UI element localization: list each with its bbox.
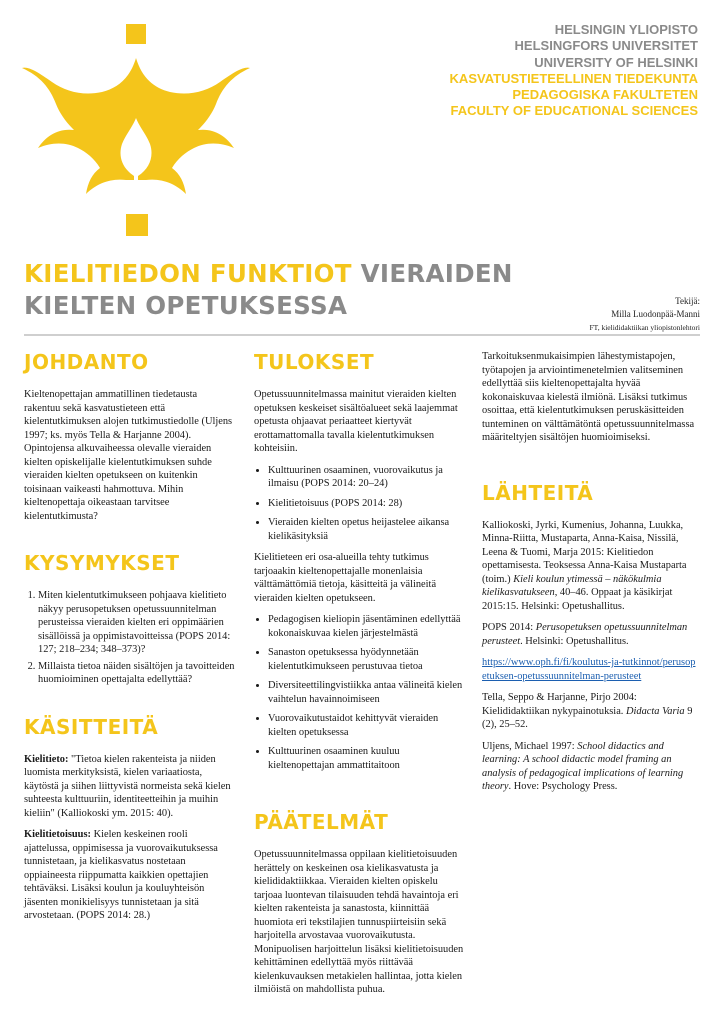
conclusion-text: Tarkoituksenmukaisimpien lähestymistapojen, työtapojen ja arviointimenetelmien valitseminen edellyttää siis kieltenopettajalta hyvää kokonaiskuvaa kielestä ilmiönä. Lisäksi tutkimus osoittaa, että kielentutkimuksen peruskäsitteiden tunteminen on välttämätöntä opetussuunnitelmassa määriteltyjen sisältöjen huomioimiseksi. [482,351,695,443]
term-kielitieto: Kielitieto: [24,753,69,765]
logo-top-square [126,24,146,44]
ref-text: Uljens, Michael 1997: [482,740,575,752]
title-part-gray-1: VIERAIDEN [360,259,513,288]
tulokset-intro: Opetussuunnitelmassa mainitut vieraiden kielten opetuksen keskeiset sisältöalueet sekä laajemmat opetusta ohjaavat periaatteet kiertyvät erottamattomalla tavalla kielentutkimuksen kohteisiin. [254,389,458,454]
ref-title: Didacta Varia [626,705,685,717]
paatelmat-text: Opetussuunnitelmassa oppilaan kielitietoisuuden herättely on keskeinen osa kielikasvatusta ja kielididaktiikkaa. Vieraiden kielten opiskelu tarjoaa luontevan tilaisuuden tehdä havaintoja eri kielten rakenteista ja sanastosta, kiinnittää huomiota eri tekstilajien tunnuspiirteisiin sekä harjoitella arvostavaa vuorovaikutusta. Monipuolisen harjoittelun lisäksi kielitietoisuuden kehittäminen edellyttää myös riittävää kielenkuvauksen metakielen hallintaa, jotta kielen ilmiöistä on mahdollista puhua. [254,849,464,995]
heading-paatelmat: PÄÄTELMÄT [254,810,389,834]
university-name-en: UNIVERSITY OF HELSINKI [534,54,698,70]
title-part-yellow: KIELITIEDON FUNKTIOT [24,259,352,288]
tulokset-item: • Diversiteettilingvistiikka antaa välineitä kielen vaihtelun havainnoimiseen [268,679,464,706]
ref-title: School didactics and learning: A school didactic model framing an analysis of pedagogical implications of learning theory [482,740,684,792]
column-left [24,350,236,931]
logo-flame-right [136,58,250,194]
tulokset-item: • Vuorovaikutustaidot kehittyvät vieraiden kielten opetuksessa [268,712,464,739]
heading-kysymykset: KYSYMYKSET [24,551,180,575]
ref-text: . Hove: Psychology Press. [508,781,618,792]
heading-johdanto: JOHDANTO [24,350,149,374]
pops-link[interactable]: https://www.oph.fi/fi/koulutus-ja-tutkinnot/perusopetuksen-opetussuunnitelman-perusteet [482,657,696,682]
header-divider [24,334,700,336]
logo-flame [22,58,136,194]
university-name-fi: HELSINGIN YLIOPISTO [554,22,698,37]
university-name-block [450,22,698,120]
reference-kalliokoski [482,519,700,614]
ref-text: . Helsinki: Opetushallitus. [520,635,629,647]
tulokset-list-2 [254,613,464,772]
reference-tella [482,691,700,732]
tulokset-item: • Pedagogisen kieliopin jäsentäminen edellyttää kokonaiskuvaa kielen järjestelmästä [268,613,464,640]
faculty-name-sv: PEDAGOGISKA FAKULTETEN [512,87,698,103]
ref-text: Tella, Seppo & Harjanne, Pirjo 2004: Kielididaktiikan nykypainotuksia. [482,692,637,717]
reference-pops [482,621,700,648]
university-logo [22,18,254,258]
faculty-name-fi: KASVATUSTIETEELLINEN TIEDEKUNTA [449,70,698,86]
author-role: FT, kielididaktiikan yliopistonlehtori [589,323,700,332]
ref-text: , 40–46. Oppaat ja käsikirjat 2015:15. Helsinki: Opetushallitus. [482,587,673,612]
logo-bottom-square [126,214,148,236]
heading-kasitteita: KÄSITTEITÄ [24,714,159,739]
column-right [482,350,700,802]
reference-link-para [482,656,700,683]
title-part-gray-2: KIELTEN OPETUKSESSA [24,291,348,320]
kysymys-item: 2. Millaista tietoa näiden sisältöjen ja tavoitteiden huomioiminen opettajalta edellyttää? [38,660,236,687]
reference-uljens [482,740,700,794]
tulokset-item: • Vieraiden kielten opetus heijastelee aikansa kielikäsityksiä [268,516,464,543]
ref-text: POPS 2014: [482,622,534,633]
tulokset-mid: Kielitieteen eri osa-alueilla tehty tutkimus tarjoaakin kieltenopettajalle monenlaisia välttämättömiä tietoja, käsitteitä ja välineitä vieraiden kielten opetukseen. [254,552,437,604]
tulokset-item: • Kulttuurinen osaaminen, vuorovaikutus ja ilmaisu (POPS 2014: 20–24) [268,464,464,491]
ref-text: Kalliokoski, Jyrki, Kumenius, Johanna, Luukka, Minna-Riitta, Mustaparta, Anna-Kaisa, Nissilä, Leena & Tuomi, Marja 2015: Kielitiedon opettamisesta. Teoksessa Anna-Kaisa Mustaparta (toim.) [482,519,687,585]
author-label: Tekijä: [675,296,700,306]
johdanto-text: Kieltenopettajan ammatillinen tiedetausta rakentuu sekä kasvatustieteen että kielentutkimuksen alojen tutkimustiedolle (Uljens 1997; ks. myös Tella & Harjanne 2004). Opintojensa alkuvaiheessa olevalle vieraiden kielten opiskelijalle kielentutkimuksen suhde vieraiden kielten opetukseen on kuitenkin toisinaan vaikeasti hahmottuva. Mihin kieltenopettaja oikeastaan tarvitsee kielentutkimusta? [24,389,233,522]
heading-tulokset: TULOKSET [254,350,375,374]
tulokset-list-1 [254,464,464,544]
definition-kielitietoisuus: Kielen keskeinen rooli ajattelussa, oppimisessa ja vuorovaikutuksessa tunnistetaan, ja kielikasvatus nostetaan oppiaineesta riippumatta kaikkien opettajien tehtäväksi. Lisäksi koulun ja kouluyhteisön jäsenten monikielisyys tunnistetaan ja sitä arvostetaan. (POPS 2014: 28.) [24,829,218,921]
author-block [590,295,700,334]
definition-kielitieto: "Tietoa kielen rakenteista ja niiden luomista merkityksistä, kielen variaatiosta, käytöstä ja siihen liittyvistä normeista sekä kielen suhteesta kulttuuriin, identiteetteihin ja muihin kieliin" (Kalliokoski ym. 2015: 40). [24,753,231,819]
author-name: Milla Luodonpää-Manni [611,309,700,319]
ref-text: 9 (2), 25–52. [482,705,693,730]
ref-title: Perusopetuksen opetussuunnitelman perusteet [482,622,688,647]
column-middle [254,350,464,1005]
kysymykset-list [24,589,236,687]
term-kielitietoisuus: Kielitietoisuus: [24,829,91,840]
tulokset-item: • Kielitietoisuus (POPS 2014: 28) [268,497,464,511]
university-name-sv: HELSINGFORS UNIVERSITET [514,38,698,54]
heading-lahteita: LÄHTEITÄ [482,480,594,505]
poster-title [24,258,544,322]
ref-title: Kieli koulun ytimessä – näkökulmia kielikasvatukseen [482,573,662,598]
faculty-name-en: FACULTY OF EDUCATIONAL SCIENCES [450,103,698,119]
kysymys-item: 1. Miten kielentutkimukseen pohjaava kielitieto näkyy perusopetuksen opetussuunnitelman perusteissa vieraiden kielten eri oppimäärien sisällöissä ja oppimistavoitteissa (POPS 2014: 127; 218–234; 348–373)? [38,589,236,657]
concept-kielitietoisuus [24,828,236,923]
tulokset-item: • Kulttuurinen osaaminen kuuluu kieltenopettajan ammattitaitoon [268,745,464,772]
concept-kielitieto [24,753,236,821]
tulokset-item: • Sanaston opetuksessa hyödynnetään kielentutkimukseen perustuvaa tietoa [268,646,464,673]
